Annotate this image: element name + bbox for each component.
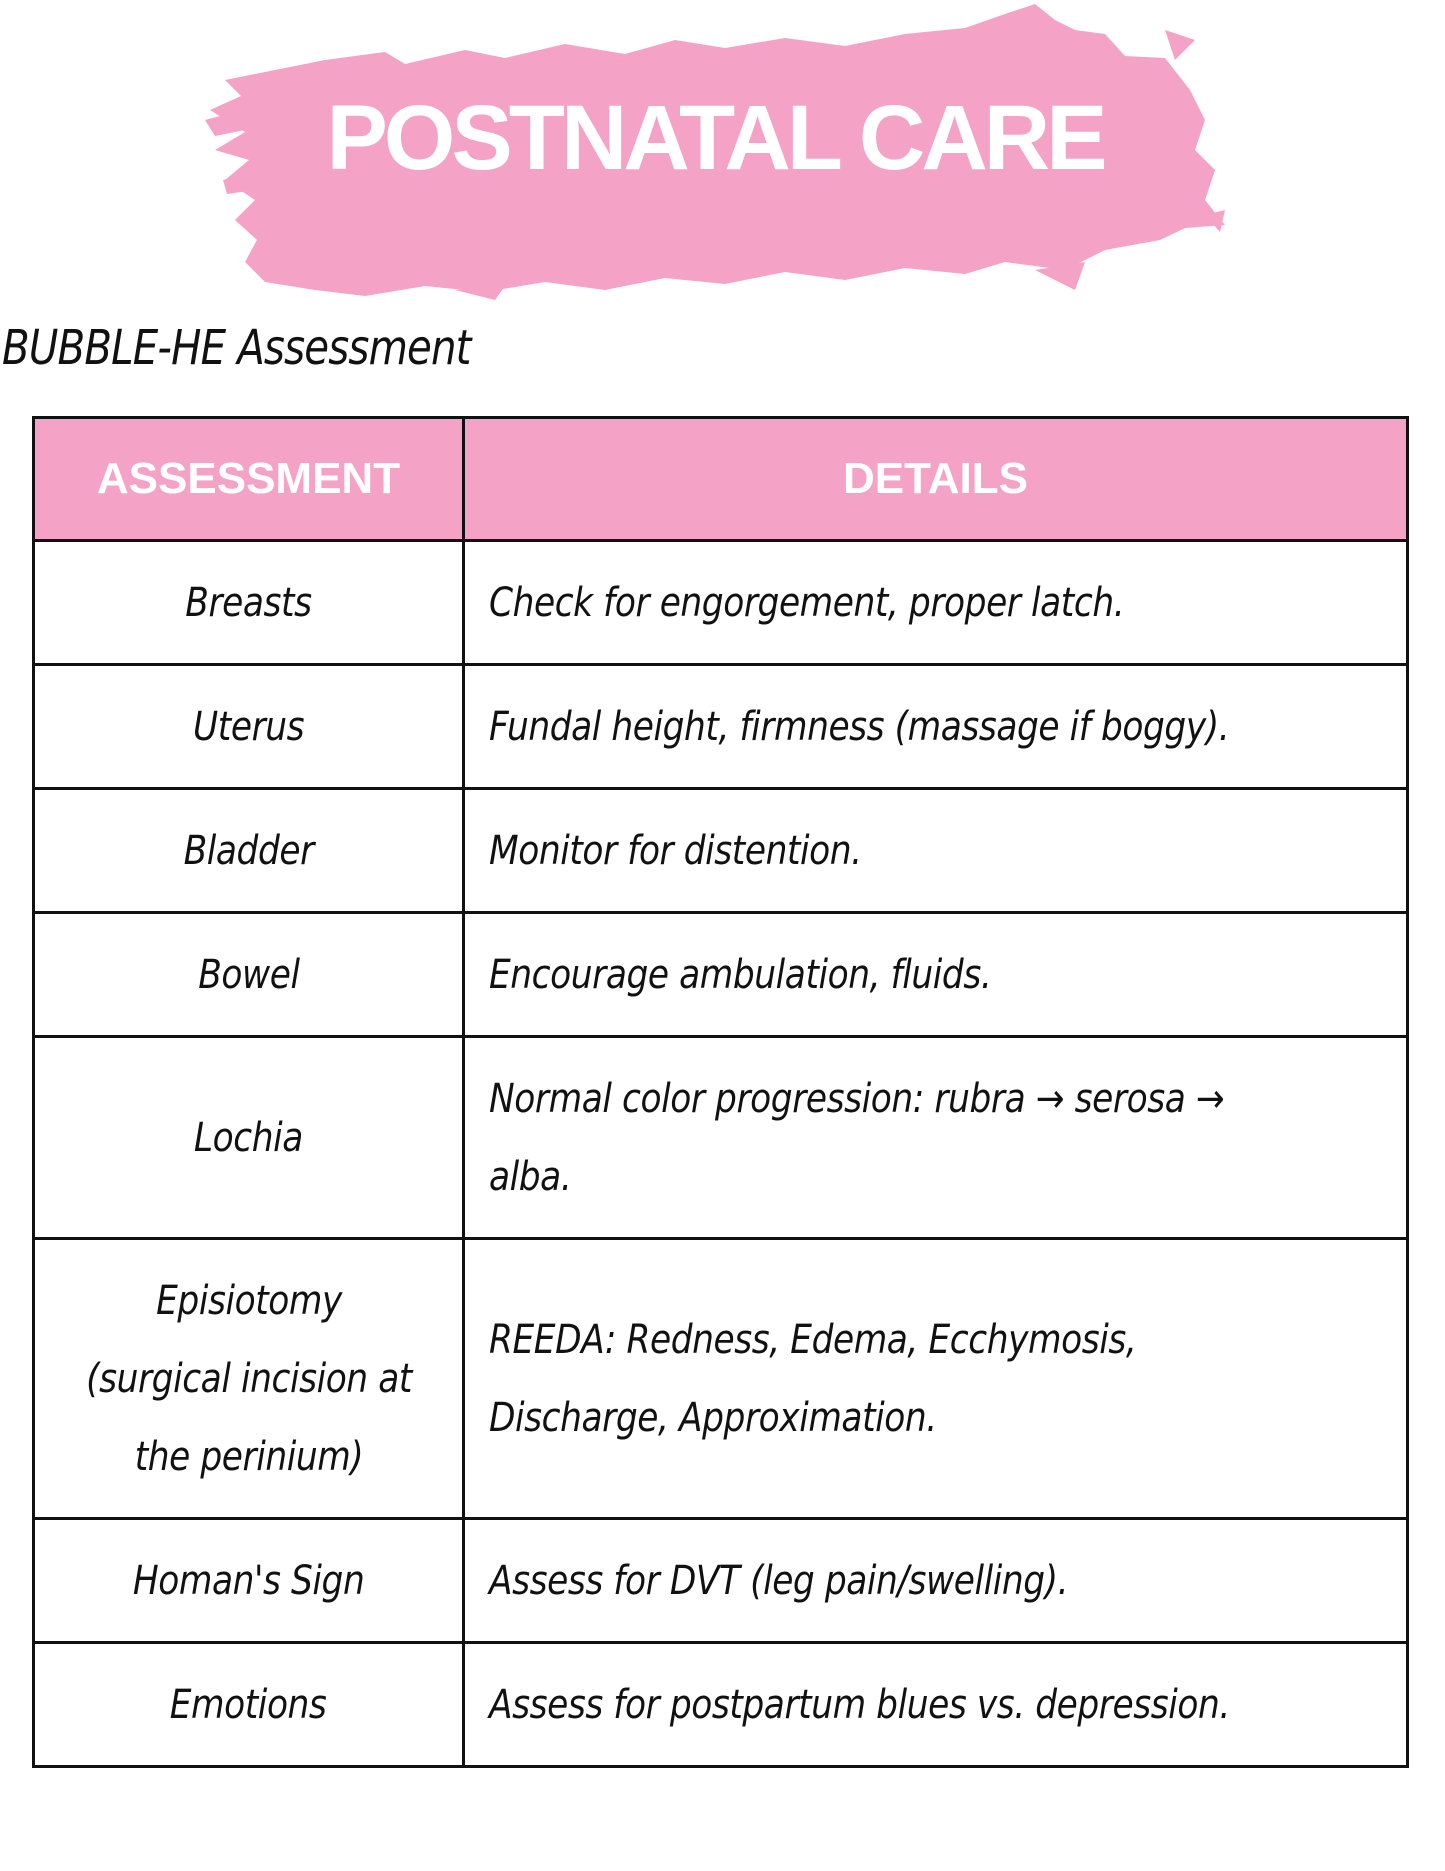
assessment-cell bbox=[35, 790, 465, 911]
assessment-label: Homan's Sign bbox=[132, 1557, 365, 1604]
details-text: Fundal height, firmness (massage if boggy). bbox=[489, 703, 1230, 750]
assessment-cell bbox=[35, 542, 465, 663]
assessment-label: Breasts bbox=[185, 579, 312, 626]
table-row bbox=[35, 663, 1406, 787]
details-text: Check for engorgement, proper latch. bbox=[489, 579, 1125, 626]
details-cell bbox=[465, 790, 1406, 911]
assessment-cell bbox=[35, 1240, 465, 1517]
assessment-label: Uterus bbox=[192, 703, 305, 750]
details-text: Encourage ambulation, fluids. bbox=[489, 951, 992, 998]
details-cell bbox=[465, 542, 1406, 663]
assessment-cell bbox=[35, 1644, 465, 1765]
assessment-label: Bowel bbox=[197, 951, 300, 998]
assessment-label: Emotions bbox=[170, 1681, 327, 1728]
details-text: Normal color progression: rubra → serosa → alba. bbox=[489, 1075, 1225, 1200]
table-header-row bbox=[35, 419, 1406, 539]
assessment-cell bbox=[35, 1520, 465, 1641]
page-subtitle: BUBBLE-HE Assessment bbox=[2, 320, 471, 376]
details-cell bbox=[465, 914, 1406, 1035]
title-banner bbox=[205, 0, 1225, 300]
table-row bbox=[35, 539, 1406, 663]
assessment-cell bbox=[35, 914, 465, 1035]
table-row bbox=[35, 787, 1406, 911]
details-text: Monitor for distention. bbox=[489, 827, 862, 874]
table-row bbox=[35, 1641, 1406, 1765]
column-header-details: DETAILS bbox=[843, 454, 1028, 503]
table-row bbox=[35, 1517, 1406, 1641]
table-row bbox=[35, 1035, 1406, 1237]
assessment-table bbox=[32, 416, 1409, 1768]
details-cell bbox=[465, 1240, 1406, 1517]
details-cell bbox=[465, 1038, 1406, 1237]
details-text: REEDA: Redness, Edema, Ecchymosis, Discharge, Approximation. bbox=[489, 1316, 1137, 1441]
details-cell bbox=[465, 1644, 1406, 1765]
table-row bbox=[35, 911, 1406, 1035]
assessment-cell bbox=[35, 1038, 465, 1237]
assessment-cell bbox=[35, 666, 465, 787]
assessment-label: Episiotomy (surgical incision at the perinium) bbox=[85, 1277, 412, 1480]
details-text: Assess for postpartum blues vs. depression. bbox=[489, 1681, 1230, 1728]
details-text: Assess for DVT (leg pain/swelling). bbox=[489, 1557, 1069, 1604]
assessment-label: Bladder bbox=[183, 827, 314, 874]
page-title: POSTNATAL CARE bbox=[326, 87, 1104, 189]
table-row bbox=[35, 1237, 1406, 1517]
details-cell bbox=[465, 1520, 1406, 1641]
details-cell bbox=[465, 666, 1406, 787]
assessment-label: Lochia bbox=[193, 1114, 303, 1161]
column-header-assessment: ASSESSMENT bbox=[35, 419, 465, 539]
